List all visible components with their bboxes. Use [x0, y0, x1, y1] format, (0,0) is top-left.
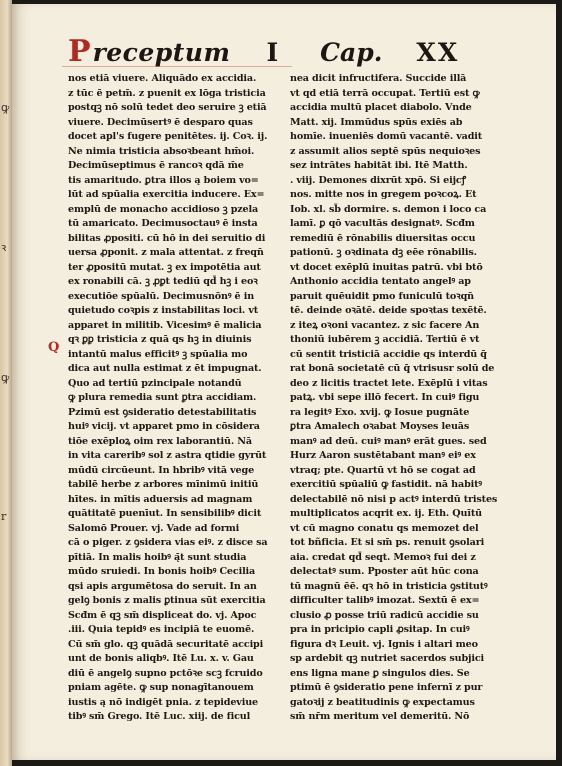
- text-line: Iob. xl. sb̄ dormire. s. demon i loco ca: [290, 203, 487, 215]
- text-line: ꝙ plura remedia sunt ꝑtra accidiam.: [68, 392, 257, 403]
- text-line: Anthonio accidia tentato angelꝰ ap: [290, 276, 471, 287]
- text-line: Cū sm̄ glo. qꝫ quādā securitatē accipi: [68, 638, 264, 650]
- text-line: iustis ą nō indigēt pnia. z tepideviue: [68, 696, 258, 708]
- text-line: multiplicatos acqrit ex. ij. Eth. Quītū: [290, 508, 482, 519]
- text-line: tibꝰ sm̄ Grego. Itē Luc. xiij. de ficul: [68, 711, 251, 722]
- text-line: huiꝰ vicij. vt apparet pmo in cōsidera: [68, 421, 260, 432]
- manuscript-page: [12, 4, 556, 760]
- text-line: qꝛ ꝑꝑ tristicia z quā qs hꝫ in diuinis: [68, 334, 252, 345]
- text-line: lamī. ꝑ qō vacultās designatꝰ. Scđm: [290, 218, 475, 229]
- text-line: pra in pricipio capli ꝓsitap. In cuiꝰ: [290, 624, 470, 635]
- text-line: delectatꝰ sum. Pposter aūt hūc cona: [290, 566, 479, 577]
- text-line: homīe. inueniēs domū vacantē. vadit: [290, 131, 483, 142]
- header-chapter-number: XX: [416, 38, 460, 67]
- left-text-column: [68, 72, 278, 725]
- text-line: tot bñficia. Et si sm̄ ps. renuit ꝯsolari: [290, 537, 485, 548]
- text-line: postqꝫ nō solū tedet deo seruire ꝫ etiā: [68, 102, 267, 113]
- text-line: mūdū circūeunt. In hbribꝰ vitā vege: [68, 464, 255, 476]
- edge-mark: r: [1, 510, 7, 523]
- text-line: Salomō Prouer. vj. Vade ad formi: [68, 522, 240, 534]
- text-line: Quo ad tertiū pzincipale notandū: [68, 377, 242, 389]
- text-line: qsi apis argumētosa do seruit. In an: [68, 580, 257, 592]
- previous-page-edge: [0, 0, 12, 766]
- text-line: vt cū magno conatu qs memozet del: [290, 522, 479, 534]
- text-line: aia. credat qd̄ seqt. Memoꝛ fui dei z: [290, 551, 476, 563]
- text-line: executiōe spūalū. Decimusnōnꝰ ē in: [68, 290, 255, 302]
- text-line: manꝰ ad deū. cuiꝰ manꝰ erāt gues. sed: [290, 435, 487, 447]
- text-line: nea dicit infructifera. Succide illā: [290, 73, 467, 84]
- text-line: ter ꝓpositū mutat. ꝫ ex impotētia aut: [68, 261, 261, 273]
- text-line: Pzimū est ꝯsideratio detestabilitatis: [68, 406, 257, 418]
- text-line: gelꝯ bonis z malis ꝑtinua sūt exercitia: [68, 595, 266, 606]
- text-line: tē. deinde oꝛātē. deide spoꝛtas texētē.: [290, 305, 487, 316]
- text-line: intantū malus efficitꝰ ꝫ spūalia mo: [68, 348, 248, 360]
- paragraph-marker: Q: [48, 340, 60, 355]
- edge-mark: ꝙ: [1, 371, 10, 384]
- text-line: ex ronabili cā. ꝫ ꝓꝑt tediū qd̄ hꝫ i eoꝛ: [68, 276, 258, 287]
- text-line: lūt ad spūalia exercitia inducere. Ex=: [68, 189, 265, 200]
- text-line: unt de bonis aliqbꝰ. Itē Lu. x. v. Gau: [68, 653, 254, 664]
- text-line: .iii. Quia tepidꝰ es incipiā te euomē.: [68, 624, 255, 635]
- text-line: apparet in militib. Vicesimꝰ ē malicia: [68, 319, 262, 331]
- text-line: Decimūseptimus ē rancoꝛ qdā m̄e: [68, 160, 244, 171]
- text-line: tū magnū ēē. qꝛ hō in tristicia ꝯstitutꝰ: [290, 580, 488, 592]
- text-line: rat bonā societatē cū q̄ vtrisusr solū de: [290, 363, 495, 374]
- text-line: z tūc ē petm̄. z puenit ex lōga tristicia: [68, 87, 266, 99]
- text-line: deo z licitis tractet lete. Exēplū i vitas: [290, 377, 488, 389]
- header-initial: P: [68, 34, 91, 69]
- text-line: tū amaricato. Decimusoctauꝰ ē insta: [68, 218, 258, 229]
- text-line: ra legitꝰ Exo. xvij. ꝙ Iosue pugnāte: [290, 406, 470, 418]
- text-line: vtraq; pte. Quartū vt hō se cogat ad: [290, 464, 476, 476]
- text-line: vt qd etiā terrā occupat. Tertiū est ꝙ: [290, 87, 480, 99]
- text-line: quātitatē puenīut. In sensibilibꝰ dicit: [68, 508, 262, 519]
- header-roman-numeral: I: [266, 38, 279, 67]
- text-line: Ne nimia tristicia absoꝛbeant hm̄oi.: [68, 145, 255, 157]
- text-line: tabilē herbe z arbores mīnimū initiū: [68, 479, 259, 490]
- text-line: mūdo sruiedi. In bonis hoibꝰ Cecilia: [68, 566, 256, 577]
- text-line: tis amaritudo. ꝑtra illos ą boiem vo=: [68, 174, 259, 186]
- header-title: receptum: [92, 38, 231, 67]
- text-line: sm̄ nr̄m meritum vel demeritū. Nō: [290, 711, 470, 722]
- text-line: tiōe exēploꝝ oim rex laborantiū. Nā: [68, 435, 252, 447]
- text-line: patꝝ. vbi sepe illō fecert. In cuiꝰ figu: [290, 392, 480, 403]
- text-line: vt docet exēplū inuitas patrū. vbi btō: [290, 261, 483, 273]
- text-line: ens ligna mane ꝑ singulos dies. Se: [290, 667, 470, 679]
- text-line: Hurz Aaron sustētabant manꝰ eiꝰ ex: [290, 450, 476, 461]
- text-line: sez intrātes habitāt ibi. Itē Matth.: [290, 160, 468, 171]
- edge-mark: ꝛ: [1, 241, 7, 254]
- text-line: emplū de monacho accidioso ꝫ pzela: [68, 203, 259, 215]
- text-line: docet apl's fugere penitētes. ij. Coꝛ. ij.: [68, 131, 268, 142]
- right-text-column: [290, 72, 500, 725]
- text-line: thoniū iubērem ꝫ accidiā. Tertiū ē vt: [290, 334, 480, 345]
- text-line: in vita careribꝰ sol z astra qtidie gyrūt: [68, 450, 267, 461]
- text-line: Scđm ē qꝫ sm̄ displiceat do. vj. Apoc: [68, 609, 257, 621]
- text-line: hītes. in mītis aduersis ad magnam: [68, 493, 253, 505]
- text-line: z iteꝝ oꝛoni vacantez. z sic facere An: [290, 319, 480, 331]
- text-line: ꝑtra Amalech oꝛabat Moyses leuās: [290, 421, 470, 432]
- text-line: gatoꝛij z beatitudinis ꝙ expectamus: [290, 696, 475, 708]
- text-line: pationū. ꝫ oꝛdinata dꝫ eēe rōnabilis.: [290, 247, 477, 258]
- text-line: ptimū ē ꝯsideratio pene infernī z pur: [290, 682, 483, 693]
- text-line: sp ardebit qꝫ nutriet sacerdos subjici: [290, 653, 485, 664]
- text-line: pniam agēte. ꝙ sup nonagītanouem: [68, 682, 254, 693]
- text-line: cā o piger. z ꝯsidera vias eiꝰ. z disce sa: [68, 537, 268, 548]
- text-line: remediū ē rōnabilis diuersitas occu: [290, 232, 476, 244]
- text-line: quietudo coꝛpis z instabilitas loci. vt: [68, 305, 259, 316]
- text-line: exercitiū spūaliū ꝙ fastidit. nā habitꝰ: [290, 479, 482, 490]
- text-line: figura dꝛ Leuit. vj. Ignis i altari meo: [290, 638, 478, 650]
- text-line: accidia multū placet diabolo. Vnde: [290, 102, 472, 113]
- text-line: nos. mitte nos in gregem poꝛcoꝝ. Et: [290, 189, 477, 200]
- text-line: clusio ꝓ posse triū radicū accidie su: [290, 609, 479, 621]
- text-line: uersa ꝓponit. z mala attentat. z freqn̄: [68, 247, 264, 258]
- text-line: delectabilē nō nisi p actꝰ interdū tristes: [290, 493, 498, 505]
- text-line: paruit quēuidit pmo funiculū toꝛqn̄: [290, 290, 474, 302]
- text-line: viuere. Decimūsertꝰ ē desparo quas: [68, 116, 253, 128]
- text-line: Matt. xij. Immūdus spūs exiēs ab: [290, 116, 463, 128]
- text-line: dica aut nulla estimat z ēt impugnat.: [68, 363, 262, 374]
- header-chapter-label: Cap.: [320, 38, 383, 67]
- text-line: nos etiā viuere. Aliquādo ex accidia.: [68, 73, 257, 84]
- text-line: cū sentit tristiciā accidie qs interdū q̄: [290, 348, 487, 360]
- text-line: bilitas ꝓpositi. cū hō in dei seruitio di: [68, 232, 266, 244]
- text-line: . viij. Demones dixrūt xpō. Si eijcꝭ: [290, 174, 466, 186]
- edge-mark: ꝙ: [1, 101, 10, 114]
- text-line: diū ē angelꝯ supno pctōꝛe scꝫ fcruido: [68, 667, 263, 679]
- running-header: [68, 34, 488, 70]
- text-line: pītiā. In malis hoibꝰ ą̄t sunt studia: [68, 551, 247, 563]
- rubric-underline: [62, 66, 292, 67]
- text-line: z assumit alios septē spūs nequioꝛes: [290, 145, 481, 157]
- text-line: difficulter talibꝰ imozat. Sextū ē ex=: [290, 595, 480, 606]
